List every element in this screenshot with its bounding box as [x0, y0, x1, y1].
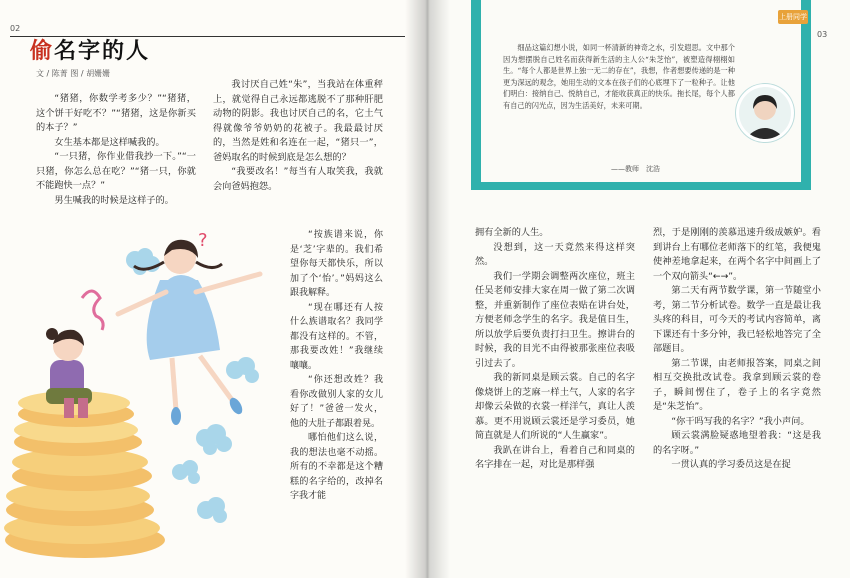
paragraph: “我要改名！”每当有人取笑我，我就会向爸妈抱怨。: [213, 166, 383, 192]
intro-box-inner: [481, 0, 801, 182]
swirl-icon: [82, 291, 103, 330]
teacher-signature: ——教师 沈浩: [611, 165, 660, 173]
paragraph: 没想到，这一天竟然来得这样突然。: [475, 241, 635, 267]
paragraph: “你干吗写我的名字？”我小声问。: [671, 415, 810, 427]
paragraph: “一只猪，你作业借我抄一下。”“一只猪，你怎么总在吃？”“猪一只，你就不能跑快一点？”: [36, 151, 196, 191]
paragraph: 我的新同桌是顾云裳。自己的名字像烧饼上的芝麻一样土气，人家的名字却像云朵做的衣裳一样洋气，真让人羡慕。更不用说顾云裳还是学习委员，她简直就是人们所说的“人生赢家”。: [475, 372, 635, 441]
illustration: [0, 210, 290, 578]
paragraph: 男生喊我的时候是这样子的。: [54, 194, 174, 206]
paragraph: 我们一学期会调整两次座位，班主任吴老师安排大家在周一做了第二次调整，并重新制作了座位表贴在讲台处，方便老师念学生的名字。我是值日生，所以放学后要负责打扫卫生。擦讲台的时候，我的目光不由得被那张座位表吸引过去了。: [475, 270, 635, 369]
teacher-avatar: [736, 84, 794, 142]
right-column-2: [653, 226, 821, 473]
paragraph: 第二天有两节数学课，第一节随堂小考，第二节分析试卷。数学一直是最让我头疼的科目，可今天的考试内容简单，离下课还有十多分钟，我已轻松地答完了全部题目。: [653, 285, 821, 354]
paragraph: 哪怕他们这么说，我的想法也毫不动摇。所有的不幸都是这个糟糕的名字给的，改掉名字我才能: [290, 433, 383, 501]
column-badge: 上册同学: [778, 10, 808, 24]
left-column-2-top: [213, 78, 383, 194]
right-page: [425, 0, 850, 578]
paragraph: 顾云裳满脸疑惑地望着我：“这是我的名字呀。”: [653, 430, 821, 456]
flying-girl: [118, 240, 260, 425]
paragraph: “你还想改姓？我看你改做别人家的女儿好了！”爸爸一发火，他的大肚子都跟着晃。: [290, 375, 383, 429]
paragraph: 我趴在讲台上，看着自己和同桌的名字排在一起，对比是那样强: [475, 444, 635, 470]
paragraph: “现在哪还有人按什么族谱取名？我同学都没有这样的。不管，那我要改姓！”我继续嚷嚷。: [290, 302, 383, 371]
teacher-comment: [503, 42, 735, 112]
paragraph: 女生基本都是这样喊我的。: [54, 136, 165, 148]
paragraph: 烈，于是刚刚的羡慕迅速升级成嫉妒。看到讲台上有哪位老师落下的红笔，我便鬼使神差地拿起来，在两个名字中间画上了一个双向箭头“←→”。: [653, 227, 821, 282]
teacher-portrait-icon: [739, 87, 791, 139]
paragraph: “猪猪，你数学考多少？”“猪猪，这个饼干好吃不？”“猪猪，这是你新买的本子？”: [36, 93, 196, 133]
page-number-left: 02: [10, 24, 21, 33]
left-column-2-narrow: [290, 228, 383, 504]
page-number-right: 03: [817, 30, 828, 39]
paragraph: “按族谱来说，你是‘芝’字辈的。我们希望你每天都快乐，所以加了个‘怡’。”妈妈这么跟我解释。: [290, 230, 383, 298]
title-rest: 名字的人: [54, 39, 151, 64]
paragraph: 拥有全新的人生。: [475, 227, 549, 238]
paragraph: 我讨厌自己姓“朱”，当我站在体重秤上，就觉得自己永远都逃脱不了那种肝肥动物的阴影。我也讨厌自己的名，它土气得就像爷爷奶奶的花被子。我最最讨厌的，当然是姓和名连在一起，“猪只一”，爸妈取名的时候到底是怎么想的？: [213, 79, 383, 163]
paragraph: 一贯认真的学习委员这是在捉: [671, 459, 791, 470]
intro-box: [471, 0, 811, 190]
teacher-comment-text: 细品这篇幻想小说，如同一杯清新的神奇之水，引发遐思。文中那个因为想摆脱自己姓名而获得新生活的主人公“朱芝怡”，被塑造得栩栩如生。“每个人都是世界上独一无二的存在”，我想，作者想要传递的是一种更为深远的观念，她用生动的文本在孩子们的心底埋下了一粒种子。让他们明白：接纳自己、悦纳自己，才能收获真正的快乐。拖长尾，每个人都有自己的闪光点，因为生活美好，未来可期。: [503, 43, 735, 110]
paragraph: 第二节课，由老师报答案，同桌之间相互交换批改试卷。我拿到顾云裳的卷子，瞬间愣住了，卷子上的名字竟然是“朱芝怡”。: [653, 357, 821, 412]
left-column-1: [36, 92, 196, 208]
byline: 文 / 陈菁 图 / 胡姗姗: [36, 69, 111, 78]
question-mark-icon: ?: [198, 230, 208, 251]
article-title: [30, 34, 150, 65]
right-column-1: [475, 226, 635, 473]
title-first-char: 偷: [30, 39, 55, 64]
